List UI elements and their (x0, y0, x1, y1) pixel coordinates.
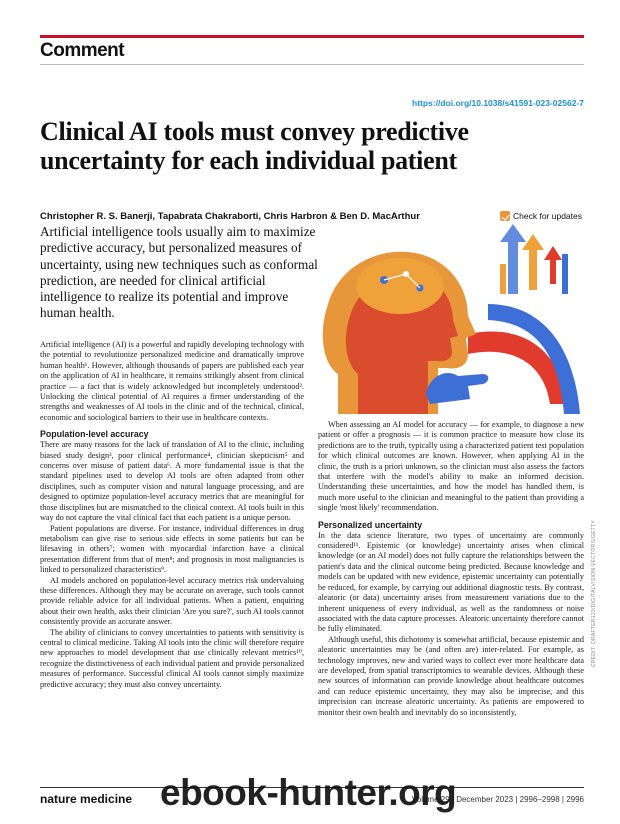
image-credit: CREDIT: DRAFTER123/DIGITALVISION VECTORS/GETTY (591, 520, 597, 668)
subheading-population-accuracy: Population-level accuracy (40, 429, 149, 440)
check-updates-label: Check for updates (513, 211, 582, 221)
body-paragraph: Artificial intelligence (AI) is a powerful and rapidly developing technology with the potential to revolutionize personalized medicine and dramatically improve human health¹. However, although thousands of papers are published each year on the application of AI in healthcare, it remains strikingly absent from clinical practice — a fact that is widely acknowledged but incompletely understood². Unlocking the clinical potential of AI requires a firmer understanding of the strengths and weaknesses of AI tools in the clinic and of the technical, clinical, economic and sociological barriers to their use in healthcare contexts. (40, 340, 304, 422)
article-title: Clinical AI tools must convey predictive uncertainty for each individual patient (40, 117, 469, 175)
check-updates-icon (500, 211, 510, 221)
body-column-left (40, 340, 304, 690)
body-paragraph: When assessing an AI model for accuracy — for example, to diagnose a new patient or offer a prognosis — it is common practice to measure how close its predictions are to the truth, typically using a characterized patient test population for which clinical outcomes are known. However, when applying AI in the clinic, the truth is a priori unknown, so the clinician must also assess the factors that interfere with the model's ability to make an informed decision. Understanding these uncertainties, and how the model has handled them, is much more useful to the clinician and meaningful to the patient than providing a single 'most likely' recommendation. (318, 420, 584, 513)
body-paragraph: Although useful, this dichotomy is somewhat artificial, because epistemic and aleatoric uncertainties may be (and often are) inter-related. For example, as technology improves, new and varied ways to collect ever more healthcare data are developed, from spatial transcriptomics to wearable devices. Although these new sources of information can provide knowledge about healthcare outcomes and can reduce epistemic uncertainty, they may also be imprecise, and this imprecision can increase aleatoric uncertainty. As patients are empowered to monitor their own health and inevitably do so inconsistently, (318, 634, 584, 717)
body-paragraph: In the data science literature, two types of uncertainty are commonly considered¹¹. Epistemic (or knowledge) uncertainty arises when clinical knowledge (or an AI model) does not fully capture the relationships between the patient's data and the clinical outcome being predicted. Because knowledge and models can be updated with new evidence, epistemic uncertainty can potentially be reduced, for example, by carrying out additional diagnostic tests. By contrast, aleatoric (or data) uncertainty arises from measurement variations due to the inherent uniqueness of every individual, as well as the randomness or noise associated with the data capture processes. Aleatoric uncertainty therefore cannot be fully eliminated. (318, 530, 584, 634)
illustration-arrow-3 (544, 246, 562, 284)
section-label: Comment (40, 40, 125, 61)
illustration-bar-2 (562, 254, 568, 294)
journal-volume-info: Volume 29 | December 2023 | 2996–2998 | 2996 (411, 795, 584, 804)
body-paragraph: The ability of clinicians to convey uncertainties to patients with sensitivity is central to clinical medicine. Taking AI tools into the clinic will therefore require new approaches to model development that use clinically relevant metrics¹⁰, recognize the distinctiveness of each individual patient and provide personalized measures of performance. Successful clinical AI tools cannot simply maximize predictive accuracy; they must also convey uncertainty. (40, 627, 304, 689)
illustration-ai-head (318, 224, 588, 414)
body-paragraph: Patient populations are diverse. For instance, individual differences in drug metabolism can give rise to serious side effects in some patients but can be lifesaving in others⁷; women with myocardial infarction have a clinical presentation different from that of men⁸; and prognosis in most malignancies is linked to personalized characteristics⁹. (40, 523, 304, 575)
illustration-arrow-2 (522, 234, 544, 290)
journal-brand: nature medicine (40, 792, 133, 806)
check-updates-button[interactable] (500, 211, 582, 221)
standfirst: Artificial intelligence tools usually aim to maximize predictive accuracy, but personalized measures of uncertainty, using new techniques such as conformal prediction, are needed for clinical artificial intelligence to realize its potential and improve human health. (40, 224, 318, 321)
section-rule-top (40, 35, 584, 38)
subheading-personalized-uncertainty: Personalized uncertainty (318, 519, 423, 530)
illustration-brain (356, 258, 444, 314)
watermark: ebook-hunter.org (160, 772, 457, 813)
body-paragraph: There are many reasons for the lack of translation of AI to the clinic, including biased study design³, poor clinical performance⁴, clinician skepticism⁵ and concerns over misuse of patient data⁶. A more fundamental issue is that the standard pipelines used to develop AI tools are often adapted from other disciplines, such as computer vision and natural language processing, and are designed to optimize population-level accuracy metrics that are meaningful for those disciplines but are mismatched to the clinical context. AI tools built in this way do not capture the vital clinical fact that each patient is a unique person. (40, 440, 304, 523)
body-column-right (318, 420, 584, 718)
section-rule-bottom (40, 64, 584, 65)
illustration-hand (426, 373, 488, 404)
doi-link[interactable]: https://doi.org/10.1038/s41591-023-02562-7 (412, 98, 584, 108)
illustration-bar-1 (500, 264, 506, 294)
body-paragraph: AI models anchored on population-level accuracy metrics risk undervaluing these differences. Although they may be accurate on average, such tools cannot provide reliable advice for all individual patients. When a patient, enquiring about their own health, asks their clinician 'Are you sure?', such AI tools cannot consistently provide an accurate answer. (40, 575, 304, 627)
author-list: Christopher R. S. Banerji, Tapabrata Chakraborti, Chris Harbron & Ben D. MacArthur (40, 211, 420, 222)
